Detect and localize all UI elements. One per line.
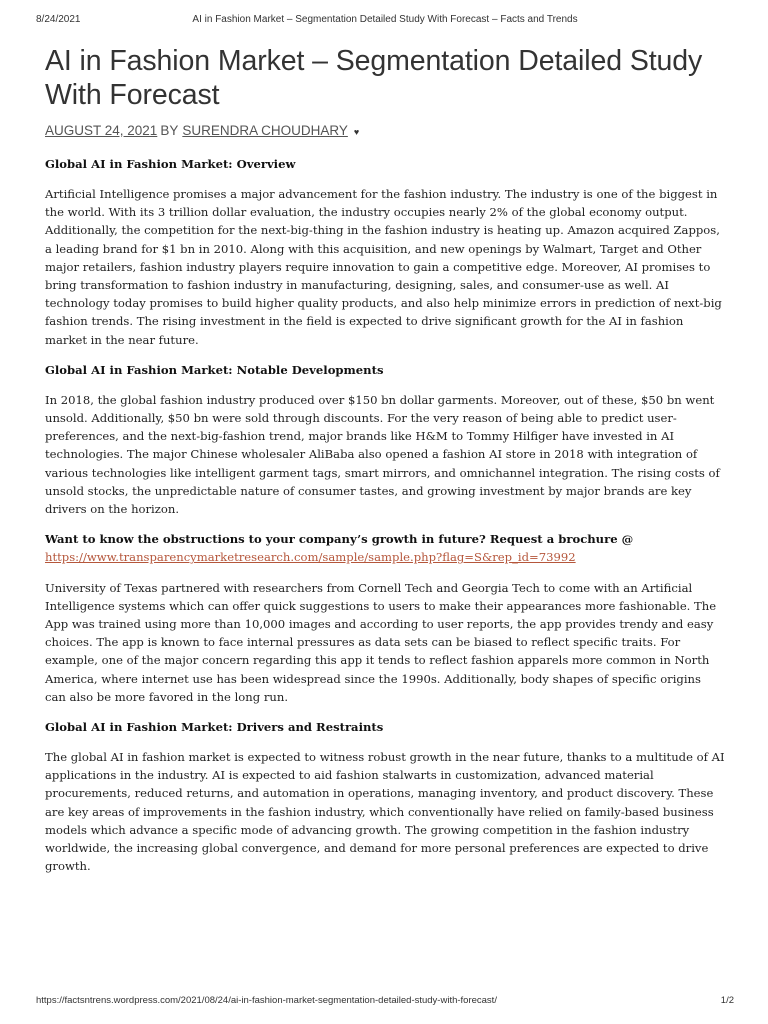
print-page-title: AI in Fashion Market – Segmentation Detailed Study With Forecast – Facts and Trends [192,14,578,25]
overview-paragraph: Artificial Intelligence promises a major advancement for the fashion industry. The industry is one of the biggest in the world. With its 3 trillion dollar evaluation, the industry occupies nearly 2% of the global economy output. Additionally, the competition for the next-big-thing in the fashion industry is heating up. Amazon acquired Zappos, a leading brand for $1 bn in 2010. Along with this acquisition, and new openings by Walmart, Target and Other major retailers, fashion industry players require innovation to gain a competitive edge. Moreover, AI promises to bring transformation to fashion industry in manufacturing, designing, sales, and consumer-use as well. AI technology today promises to build higher quality products, and also help minimize errors in prediction of next-big fashion trends. The rising investment in the field is expected to drive significant growth for the AI in fashion market in the near future. [45,187,722,347]
article-content [45,155,725,876]
developments-paragraph: In 2018, the global fashion industry produced over $150 bn dollar garments. Moreover, out of these, $50 bn went unsold. Additionally, $50 bn were sold through discounts. For the very reason of being able to predict user-preferences, and the next-big-fashion trend, major brands like H&M to Tommy Hilfiger have invested in AI technologies. The major Chinese wholesaler AliBaba also opened a fashion AI store in 2018 with integration of various technologies like intelligent garment tags, smart mirrors, and omnichannel integration. The rising costs of unsold stocks, the unpredictable nature of consumer tastes, and growing investment by major brands are key drivers on the horizon. [45,392,720,517]
brochure-link[interactable]: https://www.transparencymarketresearch.com/sample/sample.php?flag=S&rep_id=73992 [45,550,576,565]
byline-by: BY [160,123,179,138]
article-title: AI in Fashion Market – Segmentation Detailed Study With Forecast [45,45,703,111]
print-date: 8/24/2021 [36,14,81,25]
author-link[interactable]: SURENDRA CHOUDHARY [182,123,348,138]
print-url: https://factsntrens.wordpress.com/2021/08/24/ai-in-fashion-market-segmentation-detailed-study-with-forecast/ [36,995,497,1006]
print-footer [36,995,734,1009]
brochure-request-text: Want to know the obstructions to your company’s growth in future? Request a brochure @ [45,532,634,547]
drivers-paragraph: The global AI in fashion market is expected to witness robust growth in the near future, thanks to a multitude of AI applications in the industry. AI is expected to aid fashion stalwarts in customization, advanced material procurements, reduced returns, and automation in operations, managing inventory, and product discovery. These are key areas of improvements in the fashion industry, which conventionally have relied on family-based business models which advance a specific mode of advancing growth. The growing competition in the fashion industry worldwide, the increasing global convergence, and demand for more personal preferences are expected to drive growth. [45,750,725,874]
developments-heading: Global AI in Fashion Market: Notable Developments [45,362,384,377]
university-paragraph: University of Texas partnered with researchers from Cornell Tech and Georgia Tech to come with an Artificial Intelligence systems which can offer quick suggestions to users to make their appearances more fashionable. The App was trained using more than 10,000 images and according to user reports, the app provides trendy and easy choices. The app is known to face internal pressures as data sets can be biased to reflect specific traits. For example, one of the major concern regarding this app it tends to reflect fashion apparels more common in North America, where internet use has been widespread since the 1990s. Additionally, body shapes of specific origins can also be more favored in the long run. [45,580,717,704]
print-header [36,14,734,28]
drivers-heading: Global AI in Fashion Market: Drivers and Restraints [45,720,384,735]
heart-icon: ♥ [353,127,360,137]
article [45,44,725,888]
overview-heading: Global AI in Fashion Market: Overview [45,157,296,171]
page-number: 1/2 [720,995,734,1006]
article-meta [45,122,725,141]
post-date-link[interactable]: AUGUST 24, 2021 [45,123,158,138]
